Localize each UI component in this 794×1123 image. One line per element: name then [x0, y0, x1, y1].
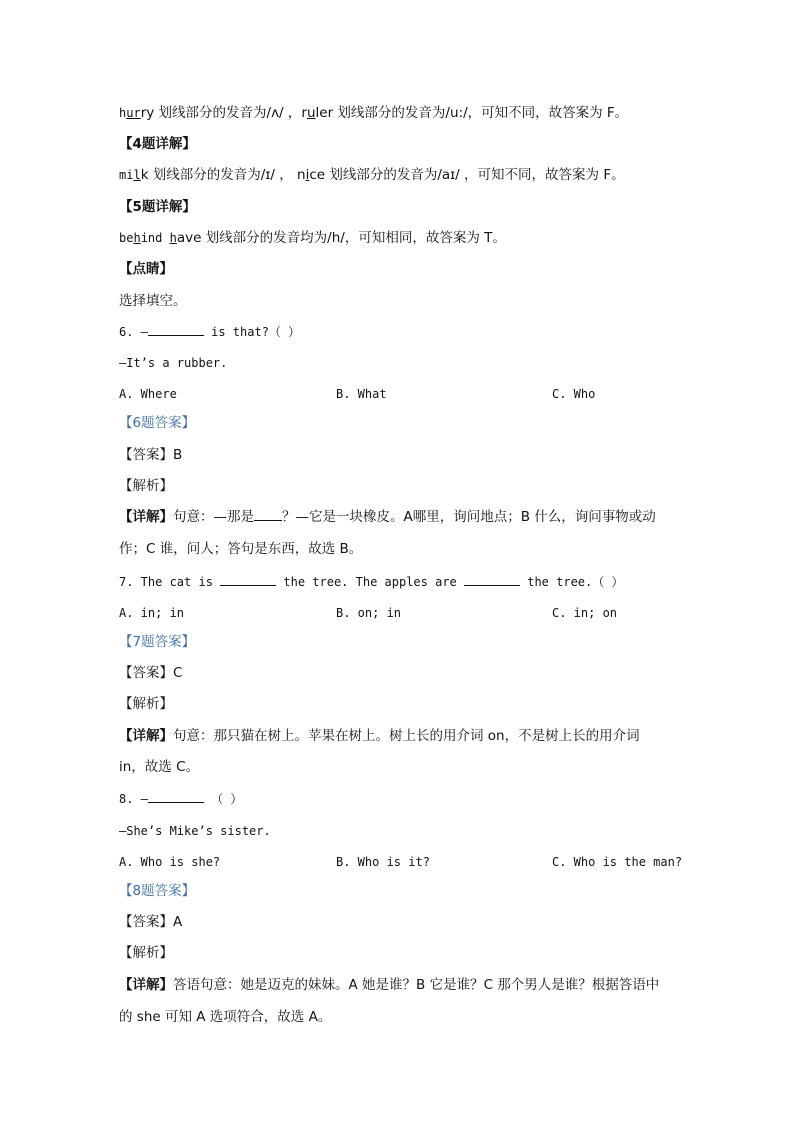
q4-detail-heading: 【4题详解】	[119, 136, 196, 152]
q7-detail-line-2: in，故选 C。	[119, 759, 200, 775]
q8-reply: —She’s Mike’s sister.	[119, 824, 271, 838]
q6-stem: 6. — is that?（ ）	[119, 325, 301, 339]
phonetic-line-5: behind have 划线部分的发音均为/h/，可知相同，故答案为 T。	[119, 230, 506, 246]
answer-blank	[220, 573, 276, 586]
phonetic-line-4: milk 划线部分的发音为/ɪ/ ， nice 划线部分的发音为/aɪ/ ，可知不同，故答案为 F。	[119, 167, 625, 183]
phonetic-line-3: hurry 划线部分的发音为/ʌ/ ，ruler 划线部分的发音为/u:/，可知不同，故答案为 F。	[119, 105, 629, 121]
q6-answer: 【答案】B	[119, 447, 183, 463]
q6-detail-line-1: 【详解】句意：—那是 ？—它是一块橡皮。A哪里，询问地点；B 什么，询问事物或动	[119, 509, 656, 525]
q6-option-c: C. Who	[552, 387, 596, 401]
q7-option-b: B. on; in	[336, 606, 402, 620]
q6-detail-line-2: 作；C 谁，问人；答句是东西，故选 B。	[119, 541, 363, 557]
q6-answer-heading: 【6题答案】	[119, 415, 196, 431]
q6-option-b: B. What	[336, 387, 387, 401]
q8-answer: 【答案】A	[119, 914, 183, 930]
q8-option-a: A. Who is she?	[119, 855, 221, 869]
answer-blank	[148, 323, 204, 336]
q6-option-a: A. Where	[119, 387, 177, 401]
answer-blank	[148, 790, 204, 803]
q7-option-c: C. in; on	[552, 606, 618, 620]
answer-blank	[464, 573, 520, 586]
dianjing-heading: 【点睛】	[119, 261, 173, 277]
q8-stem: 8. — （ ）	[119, 792, 243, 806]
q6-reply: —It’s a rubber.	[119, 356, 228, 370]
q8-analysis-label: 【解析】	[119, 945, 173, 961]
q8-detail-line-1: 【详解】答语句意：她是迈克的妹妹。A 她是谁？B 它是谁？C 那个男人是谁？根据答语中	[119, 977, 660, 993]
q7-stem: 7. The cat is the tree. The apples are the tree.（ ）	[119, 575, 624, 589]
q7-option-a: A. in; in	[119, 606, 185, 620]
q6-analysis-label: 【解析】	[119, 478, 173, 494]
q7-answer-heading: 【7题答案】	[119, 634, 196, 650]
q7-detail-line-1: 【详解】句意：那只猫在树上。苹果在树上。树上长的用介词 on，不是树上长的用介词	[119, 728, 640, 744]
answer-blank	[254, 508, 282, 521]
q8-option-c: C. Who is the man?	[552, 855, 683, 869]
q7-analysis-label: 【解析】	[119, 696, 173, 712]
q8-detail-line-2: 的 she 可知 A 选项符合，故选 A。	[119, 1009, 332, 1025]
q8-option-b: B. Who is it?	[336, 855, 430, 869]
q5-detail-heading: 【5题详解】	[119, 199, 196, 215]
q8-answer-heading: 【8题答案】	[119, 883, 196, 899]
q7-answer: 【答案】C	[119, 665, 183, 681]
section-title: 选择填空。	[119, 293, 187, 309]
